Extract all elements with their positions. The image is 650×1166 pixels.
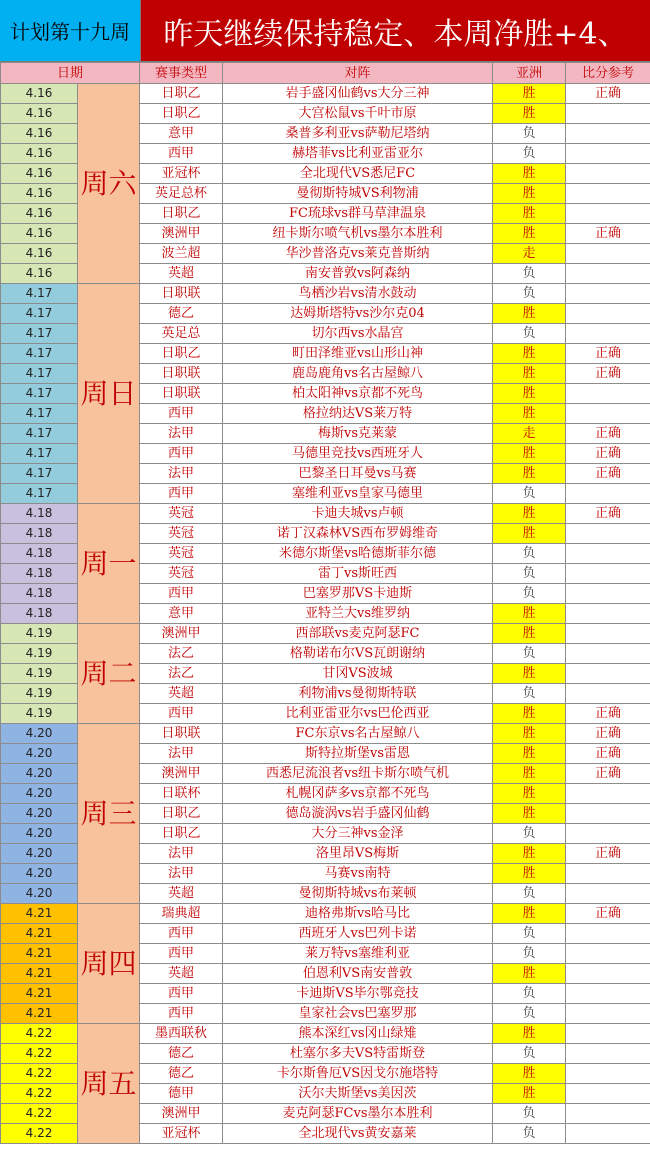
date-cell: 4.16 (1, 264, 78, 284)
score-ref-cell (566, 804, 650, 824)
date-cell: 4.19 (1, 664, 78, 684)
match-cell: 麦克阿瑟FCvs墨尔本胜利 (223, 1104, 493, 1124)
match-cell: 西班牙人vs巴列卡诺 (223, 924, 493, 944)
weekday-label: 周一 (78, 504, 140, 624)
competition-cell: 法乙 (140, 644, 223, 664)
score-ref-cell (566, 984, 650, 1004)
date-cell: 4.21 (1, 924, 78, 944)
score-ref-cell: 正确 (566, 464, 650, 484)
match-cell: 诺丁汉森林VS西布罗姆维奇 (223, 524, 493, 544)
competition-cell: 日职联 (140, 364, 223, 384)
score-ref-cell (566, 1064, 650, 1084)
competition-cell: 意甲 (140, 124, 223, 144)
date-cell: 4.18 (1, 584, 78, 604)
competition-cell: 日联杯 (140, 784, 223, 804)
match-cell: 鸟栖沙岩vs清水鼓动 (223, 284, 493, 304)
match-cell: 杜塞尔多夫VS特雷斯登 (223, 1044, 493, 1064)
competition-cell: 日职联 (140, 284, 223, 304)
match-cell: 大分三神vs金泽 (223, 824, 493, 844)
competition-cell: 法乙 (140, 664, 223, 684)
match-cell: 赫塔菲vs比利亚雷亚尔 (223, 144, 493, 164)
asia-result-cell: 胜 (493, 844, 566, 864)
match-cell: 札幌冈萨多vs京都不死鸟 (223, 784, 493, 804)
asia-result-cell: 胜 (493, 724, 566, 744)
match-cell: 皇家社会vs巴塞罗那 (223, 1004, 493, 1024)
match-cell: 亚特兰大vs维罗纳 (223, 604, 493, 624)
score-ref-cell: 正确 (566, 344, 650, 364)
match-cell: 塞维利亚vs皇家马德里 (223, 484, 493, 504)
date-cell: 4.16 (1, 204, 78, 224)
date-cell: 4.20 (1, 784, 78, 804)
competition-cell: 日职联 (140, 384, 223, 404)
weekday-label: 周六 (78, 84, 140, 284)
asia-result-cell: 负 (493, 484, 566, 504)
col-header-score-ref: 比分参考 (566, 63, 650, 84)
date-cell: 4.21 (1, 984, 78, 1004)
match-cell: 米德尔斯堡vs哈德斯菲尔德 (223, 544, 493, 564)
score-ref-cell: 正确 (566, 424, 650, 444)
date-cell: 4.17 (1, 304, 78, 324)
asia-result-cell: 负 (493, 264, 566, 284)
table-row (1, 624, 650, 644)
asia-result-cell: 胜 (493, 604, 566, 624)
date-cell: 4.20 (1, 844, 78, 864)
asia-result-cell: 负 (493, 324, 566, 344)
competition-cell: 英超 (140, 264, 223, 284)
weekday-label: 周二 (78, 624, 140, 724)
match-cell: 鹿岛鹿角vs名古屋鲸八 (223, 364, 493, 384)
score-ref-cell (566, 384, 650, 404)
asia-result-cell: 负 (493, 124, 566, 144)
asia-result-cell: 胜 (493, 904, 566, 924)
match-cell: 格拉纳达VS莱万特 (223, 404, 493, 424)
score-ref-cell (566, 824, 650, 844)
date-cell: 4.19 (1, 624, 78, 644)
banner-headline: 昨天继续保持稳定、本周净胜+4、 (141, 0, 650, 61)
asia-result-cell: 负 (493, 824, 566, 844)
header-row (1, 63, 650, 84)
match-cell: 卡迪斯VS毕尔鄂竞技 (223, 984, 493, 1004)
score-ref-cell (566, 564, 650, 584)
match-cell: 斯特拉斯堡vs雷恩 (223, 744, 493, 764)
date-cell: 4.17 (1, 384, 78, 404)
date-cell: 4.17 (1, 404, 78, 424)
match-cell: FC东京vs名古屋鲸八 (223, 724, 493, 744)
weekday-label: 周四 (78, 904, 140, 1024)
competition-cell: 西甲 (140, 1004, 223, 1024)
date-cell: 4.17 (1, 484, 78, 504)
score-ref-cell (566, 784, 650, 804)
date-cell: 4.18 (1, 504, 78, 524)
date-cell: 4.20 (1, 884, 78, 904)
date-cell: 4.17 (1, 424, 78, 444)
asia-result-cell: 胜 (493, 164, 566, 184)
date-cell: 4.20 (1, 764, 78, 784)
competition-cell: 波兰超 (140, 244, 223, 264)
asia-result-cell: 负 (493, 644, 566, 664)
schedule-table (0, 62, 650, 1144)
asia-result-cell: 胜 (493, 304, 566, 324)
match-cell: 西悉尼流浪者vs纽卡斯尔喷气机 (223, 764, 493, 784)
match-cell: 岩手盛冈仙鹤vs大分三神 (223, 84, 493, 104)
competition-cell: 英冠 (140, 524, 223, 544)
match-cell: 伯恩利VS南安普敦 (223, 964, 493, 984)
match-cell: 梅斯vs克莱蒙 (223, 424, 493, 444)
match-cell: 卡尔斯鲁厄VS因戈尔施塔特 (223, 1064, 493, 1084)
table-row (1, 1024, 650, 1044)
score-ref-cell (566, 1104, 650, 1124)
score-ref-cell (566, 184, 650, 204)
match-cell: 全北现代VS悉尼FC (223, 164, 493, 184)
asia-result-cell: 胜 (493, 1084, 566, 1104)
match-cell: 柏太阳神vs京都不死鸟 (223, 384, 493, 404)
asia-result-cell: 胜 (493, 1064, 566, 1084)
asia-result-cell: 胜 (493, 804, 566, 824)
score-ref-cell (566, 484, 650, 504)
table-row (1, 284, 650, 304)
match-cell: 桑普多利亚vs萨勒尼塔纳 (223, 124, 493, 144)
date-cell: 4.16 (1, 104, 78, 124)
score-ref-cell (566, 1004, 650, 1024)
date-cell: 4.20 (1, 824, 78, 844)
date-cell: 4.20 (1, 804, 78, 824)
match-cell: 马德里竞技vs西班牙人 (223, 444, 493, 464)
date-cell: 4.21 (1, 904, 78, 924)
title-bar (0, 0, 650, 62)
match-cell: 卡迪夫城vs卢顿 (223, 504, 493, 524)
competition-cell: 德乙 (140, 304, 223, 324)
competition-cell: 西甲 (140, 704, 223, 724)
match-cell: 全北现代vs黄安嘉莱 (223, 1124, 493, 1144)
competition-cell: 法甲 (140, 744, 223, 764)
weekday-label: 周三 (78, 724, 140, 904)
asia-result-cell: 负 (493, 584, 566, 604)
score-ref-cell (566, 1024, 650, 1044)
match-cell: 曼彻斯特城VS利物浦 (223, 184, 493, 204)
score-ref-cell (566, 604, 650, 624)
score-ref-cell (566, 164, 650, 184)
date-cell: 4.17 (1, 444, 78, 464)
competition-cell: 英冠 (140, 544, 223, 564)
asia-result-cell: 胜 (493, 84, 566, 104)
match-cell: 大宫松鼠vs千叶市原 (223, 104, 493, 124)
date-cell: 4.16 (1, 224, 78, 244)
asia-result-cell: 负 (493, 984, 566, 1004)
date-cell: 4.20 (1, 724, 78, 744)
score-ref-cell (566, 264, 650, 284)
competition-cell: 墨西联秋 (140, 1024, 223, 1044)
score-ref-cell (566, 104, 650, 124)
score-ref-cell (566, 884, 650, 904)
score-ref-cell (566, 1044, 650, 1064)
date-cell: 4.19 (1, 644, 78, 664)
asia-result-cell: 胜 (493, 624, 566, 644)
score-ref-cell (566, 204, 650, 224)
competition-cell: 西甲 (140, 144, 223, 164)
competition-cell: 亚冠杯 (140, 1124, 223, 1144)
asia-result-cell: 负 (493, 924, 566, 944)
date-cell: 4.17 (1, 364, 78, 384)
date-cell: 4.22 (1, 1044, 78, 1064)
date-cell: 4.19 (1, 704, 78, 724)
score-ref-cell (566, 864, 650, 884)
competition-cell: 西甲 (140, 924, 223, 944)
competition-cell: 西甲 (140, 404, 223, 424)
date-cell: 4.19 (1, 684, 78, 704)
date-cell: 4.17 (1, 324, 78, 344)
match-cell: 德岛漩涡vs岩手盛冈仙鹤 (223, 804, 493, 824)
asia-result-cell: 胜 (493, 444, 566, 464)
competition-cell: 英足总杯 (140, 184, 223, 204)
asia-result-cell: 负 (493, 1104, 566, 1124)
asia-result-cell: 胜 (493, 344, 566, 364)
match-cell: 比利亚雷亚尔vs巴伦西亚 (223, 704, 493, 724)
match-cell: 雷丁vs斯旺西 (223, 564, 493, 584)
match-cell: 切尔西vs水晶宫 (223, 324, 493, 344)
score-ref-cell (566, 144, 650, 164)
score-ref-cell (566, 1084, 650, 1104)
date-cell: 4.22 (1, 1104, 78, 1124)
asia-result-cell: 胜 (493, 204, 566, 224)
score-ref-cell (566, 624, 650, 644)
match-cell: 格勒诺布尔VS瓦朗谢纳 (223, 644, 493, 664)
match-cell: 南安普敦vs阿森纳 (223, 264, 493, 284)
table-row (1, 84, 650, 104)
competition-cell: 英冠 (140, 504, 223, 524)
competition-cell: 西甲 (140, 444, 223, 464)
date-cell: 4.16 (1, 164, 78, 184)
competition-cell: 意甲 (140, 604, 223, 624)
date-cell: 4.16 (1, 244, 78, 264)
competition-cell: 西甲 (140, 984, 223, 1004)
score-ref-cell (566, 304, 650, 324)
competition-cell: 英超 (140, 684, 223, 704)
score-ref-cell (566, 324, 650, 344)
competition-cell: 日职联 (140, 724, 223, 744)
date-cell: 4.16 (1, 184, 78, 204)
date-cell: 4.16 (1, 84, 78, 104)
asia-result-cell: 胜 (493, 524, 566, 544)
match-cell: 利物浦vs曼彻斯特联 (223, 684, 493, 704)
asia-result-cell: 走 (493, 424, 566, 444)
asia-result-cell: 胜 (493, 364, 566, 384)
date-cell: 4.21 (1, 964, 78, 984)
table-row (1, 724, 650, 744)
match-cell: 马赛vs南特 (223, 864, 493, 884)
col-header-match: 对阵 (223, 63, 493, 84)
col-header-competition: 赛事类型 (140, 63, 223, 84)
table-row (1, 504, 650, 524)
match-cell: 达姆斯塔特vs沙尔克04 (223, 304, 493, 324)
score-ref-cell (566, 544, 650, 564)
match-cell: 巴黎圣日耳曼vs马赛 (223, 464, 493, 484)
score-ref-cell (566, 244, 650, 264)
asia-result-cell: 胜 (493, 384, 566, 404)
asia-result-cell: 胜 (493, 864, 566, 884)
asia-result-cell: 胜 (493, 104, 566, 124)
weekday-label: 周日 (78, 284, 140, 504)
competition-cell: 澳洲甲 (140, 624, 223, 644)
competition-cell: 澳洲甲 (140, 764, 223, 784)
score-ref-cell (566, 404, 650, 424)
score-ref-cell: 正确 (566, 704, 650, 724)
score-ref-cell (566, 944, 650, 964)
competition-cell: 英足总 (140, 324, 223, 344)
score-ref-cell (566, 664, 650, 684)
competition-cell: 日职乙 (140, 84, 223, 104)
competition-cell: 法甲 (140, 424, 223, 444)
col-header-asia: 亚洲 (493, 63, 566, 84)
competition-cell: 日职乙 (140, 344, 223, 364)
date-cell: 4.18 (1, 604, 78, 624)
score-ref-cell: 正确 (566, 364, 650, 384)
date-cell: 4.17 (1, 464, 78, 484)
date-cell: 4.17 (1, 344, 78, 364)
date-cell: 4.18 (1, 544, 78, 564)
match-cell: 西部联vs麦克阿瑟FC (223, 624, 493, 644)
weekday-label: 周五 (78, 1024, 140, 1144)
match-cell: 洛里昂VS梅斯 (223, 844, 493, 864)
asia-result-cell: 胜 (493, 744, 566, 764)
competition-cell: 英超 (140, 884, 223, 904)
date-cell: 4.21 (1, 1004, 78, 1024)
asia-result-cell: 胜 (493, 504, 566, 524)
date-cell: 4.18 (1, 564, 78, 584)
score-ref-cell (566, 964, 650, 984)
date-cell: 4.22 (1, 1124, 78, 1144)
competition-cell: 德乙 (140, 1044, 223, 1064)
asia-result-cell: 负 (493, 944, 566, 964)
asia-result-cell: 负 (493, 1124, 566, 1144)
col-header-date: 日期 (1, 63, 140, 84)
date-cell: 4.20 (1, 744, 78, 764)
asia-result-cell: 胜 (493, 664, 566, 684)
competition-cell: 西甲 (140, 944, 223, 964)
asia-result-cell: 负 (493, 884, 566, 904)
competition-cell: 亚冠杯 (140, 164, 223, 184)
score-ref-cell (566, 584, 650, 604)
competition-cell: 澳洲甲 (140, 224, 223, 244)
score-ref-cell (566, 1124, 650, 1144)
score-ref-cell (566, 524, 650, 544)
asia-result-cell: 负 (493, 1044, 566, 1064)
competition-cell: 法甲 (140, 464, 223, 484)
score-ref-cell: 正确 (566, 724, 650, 744)
asia-result-cell: 胜 (493, 184, 566, 204)
match-cell: FC琉球vs群马草津温泉 (223, 204, 493, 224)
match-cell: 熊本深红vs冈山绿雉 (223, 1024, 493, 1044)
score-ref-cell: 正确 (566, 844, 650, 864)
score-ref-cell: 正确 (566, 744, 650, 764)
date-cell: 4.16 (1, 144, 78, 164)
date-cell: 4.22 (1, 1064, 78, 1084)
schedule-body (1, 84, 650, 1144)
score-ref-cell (566, 644, 650, 664)
asia-result-cell: 负 (493, 684, 566, 704)
asia-result-cell: 负 (493, 564, 566, 584)
asia-result-cell: 负 (493, 144, 566, 164)
date-cell: 4.20 (1, 864, 78, 884)
asia-result-cell: 走 (493, 244, 566, 264)
competition-cell: 瑞典超 (140, 904, 223, 924)
asia-result-cell: 胜 (493, 784, 566, 804)
competition-cell: 日职乙 (140, 104, 223, 124)
plan-title: 计划第十九周 (0, 0, 141, 61)
score-ref-cell (566, 284, 650, 304)
match-cell: 巴塞罗那VS卡迪斯 (223, 584, 493, 604)
match-cell: 町田泽维亚vs山形山神 (223, 344, 493, 364)
score-ref-cell: 正确 (566, 224, 650, 244)
competition-cell: 德乙 (140, 1064, 223, 1084)
score-ref-cell: 正确 (566, 504, 650, 524)
asia-result-cell: 胜 (493, 964, 566, 984)
competition-cell: 日职乙 (140, 204, 223, 224)
score-ref-cell (566, 124, 650, 144)
asia-result-cell: 胜 (493, 224, 566, 244)
date-cell: 4.16 (1, 124, 78, 144)
competition-cell: 德甲 (140, 1084, 223, 1104)
competition-cell: 西甲 (140, 484, 223, 504)
score-ref-cell: 正确 (566, 904, 650, 924)
competition-cell: 日职乙 (140, 804, 223, 824)
asia-result-cell: 胜 (493, 764, 566, 784)
competition-cell: 西甲 (140, 584, 223, 604)
match-cell: 沃尔夫斯堡vs美因茨 (223, 1084, 493, 1104)
asia-result-cell: 负 (493, 1004, 566, 1024)
asia-result-cell: 胜 (493, 1024, 566, 1044)
date-cell: 4.22 (1, 1084, 78, 1104)
competition-cell: 法甲 (140, 844, 223, 864)
match-cell: 迪格弗斯vs哈马比 (223, 904, 493, 924)
score-ref-cell: 正确 (566, 84, 650, 104)
date-cell: 4.18 (1, 524, 78, 544)
match-cell: 莱万特vs塞维利亚 (223, 944, 493, 964)
match-cell: 华沙普洛克vs莱克普斯纳 (223, 244, 493, 264)
asia-result-cell: 负 (493, 284, 566, 304)
score-ref-cell: 正确 (566, 444, 650, 464)
competition-cell: 澳洲甲 (140, 1104, 223, 1124)
date-cell: 4.21 (1, 944, 78, 964)
match-cell: 甘冈VS波城 (223, 664, 493, 684)
asia-result-cell: 胜 (493, 704, 566, 724)
asia-result-cell: 胜 (493, 464, 566, 484)
asia-result-cell: 负 (493, 544, 566, 564)
score-ref-cell (566, 684, 650, 704)
competition-cell: 法甲 (140, 864, 223, 884)
date-cell: 4.22 (1, 1024, 78, 1044)
competition-cell: 英超 (140, 964, 223, 984)
table-row (1, 904, 650, 924)
competition-cell: 日职乙 (140, 824, 223, 844)
score-ref-cell (566, 924, 650, 944)
date-cell: 4.17 (1, 284, 78, 304)
asia-result-cell: 胜 (493, 404, 566, 424)
competition-cell: 英冠 (140, 564, 223, 584)
match-cell: 纽卡斯尔喷气机vs墨尔本胜利 (223, 224, 493, 244)
score-ref-cell: 正确 (566, 764, 650, 784)
match-cell: 曼彻斯特城vs布莱顿 (223, 884, 493, 904)
